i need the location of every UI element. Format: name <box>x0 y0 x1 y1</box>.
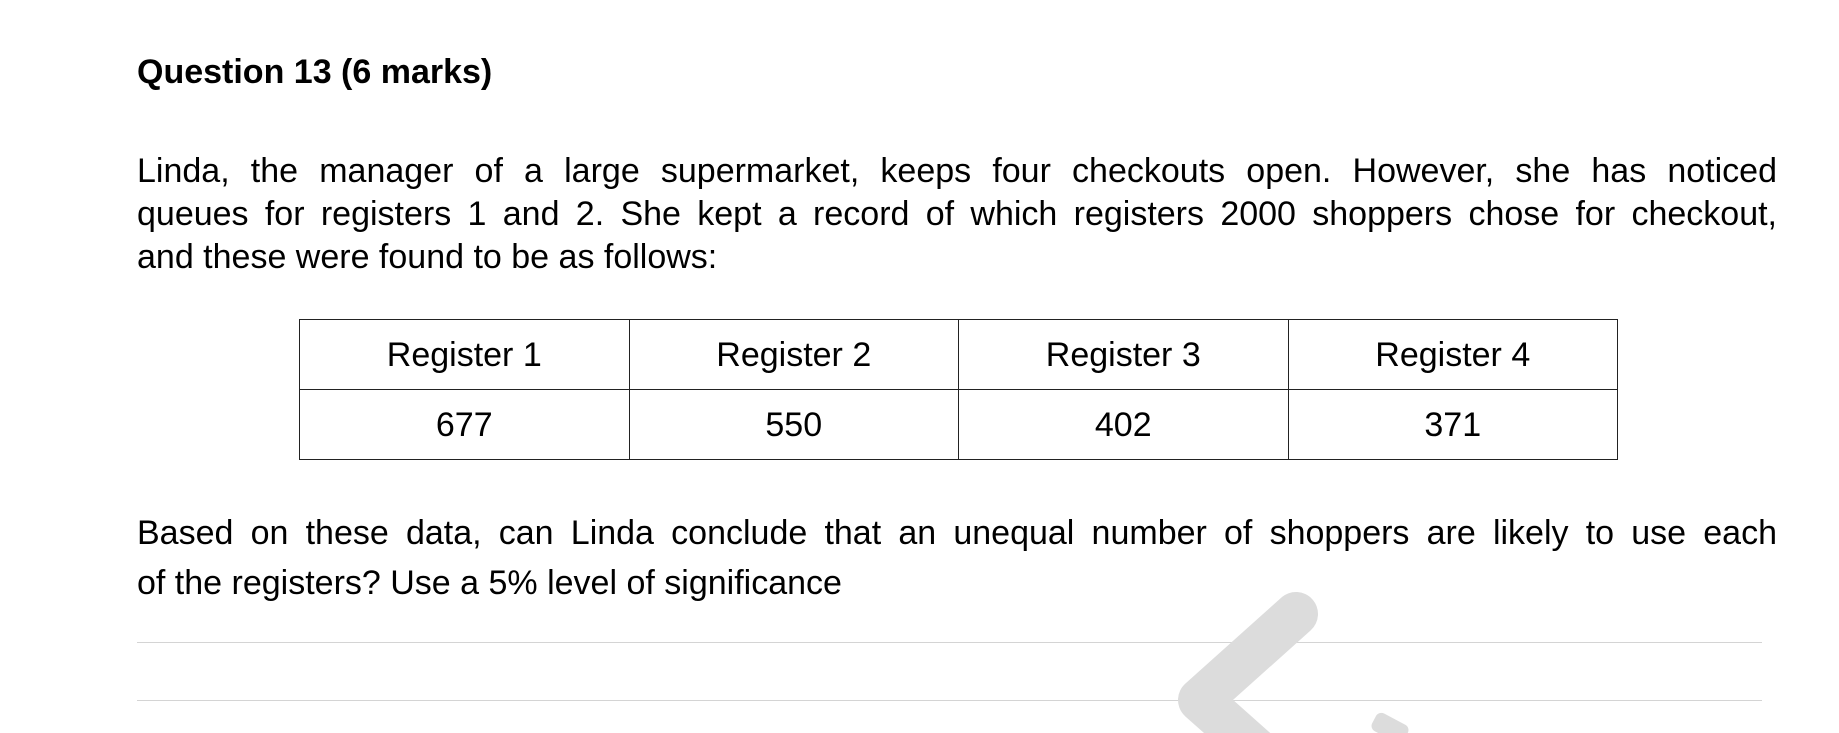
intro-line: and these were found to be as follows: <box>137 238 718 276</box>
tick-mark-icon <box>1160 590 1460 733</box>
table-header-cell: Register 4 <box>1288 320 1618 390</box>
table-cell: 402 <box>959 390 1289 460</box>
table-header-cell: Register 1 <box>300 320 630 390</box>
table-cell: 550 <box>629 390 959 460</box>
table-header-cell: Register 2 <box>629 320 959 390</box>
answer-line <box>137 700 1762 701</box>
table-row <box>300 390 1618 460</box>
prompt-line: of the registers? Use a 5% level of significance <box>137 564 842 602</box>
intro-line: queues for registers 1 and 2. She kept a record of which registers 2000 shoppers chose for checkout, <box>137 195 1777 233</box>
table-header-cell: Register 3 <box>959 320 1289 390</box>
question-heading: Question 13 (6 marks) <box>137 53 493 91</box>
table-header-row <box>300 320 1618 390</box>
table-cell: 371 <box>1288 390 1618 460</box>
prompt-line: Based on these data, can Linda conclude that an unequal number of shoppers are likely to use each <box>137 514 1777 552</box>
intro-line: Linda, the manager of a large supermarket, keeps four checkouts open. However, she has noticed <box>137 152 1777 190</box>
question-prompt <box>137 508 1777 608</box>
table-cell: 677 <box>300 390 630 460</box>
register-count-table <box>299 319 1618 460</box>
question-intro <box>137 150 1777 279</box>
answer-line <box>137 642 1762 643</box>
